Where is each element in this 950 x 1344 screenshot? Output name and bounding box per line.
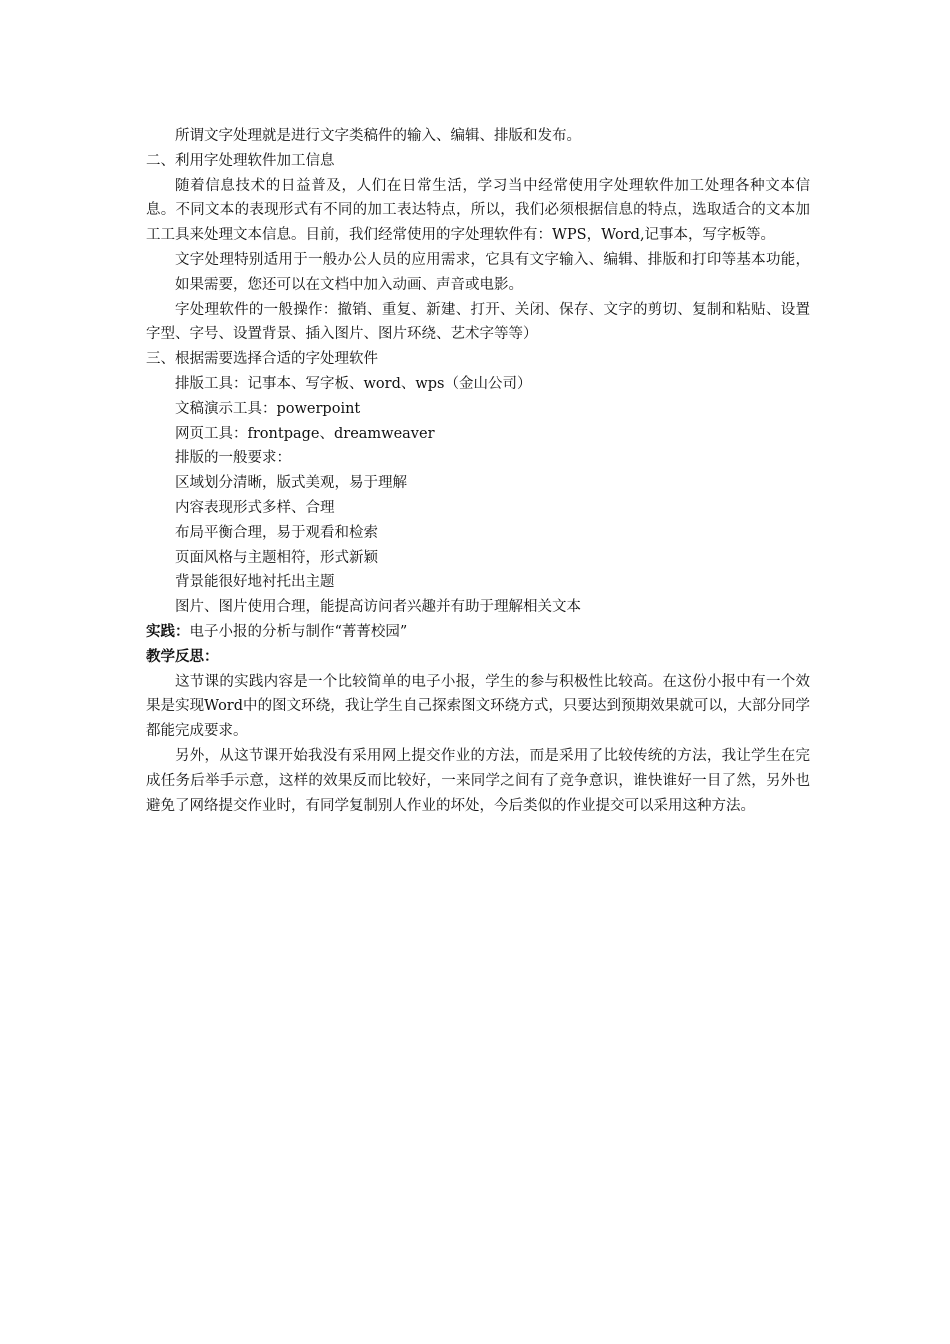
- list-item-requirement-3: 布局平衡合理，易于观看和检索: [175, 524, 378, 541]
- paragraph-info-processing: 随着信息技术的日益普及，人们在日常生活，学习当中经常使用字处理软件加工处理各种文本信息。不同文本的表现形式有不同的加工表达特点，所以，我们必须根据信息的特点，选取适合的文本加工工具来处理文本信息。目前，我们经常使用的字处理软件有：WPS，Word,记事本，写字板等。: [146, 177, 810, 244]
- list-item-requirement-1: 区域划分清晰，版式美观，易于理解: [175, 475, 407, 492]
- list-item-web-tools: 网页工具：frontpage、dreamweaver: [175, 425, 435, 442]
- list-item-requirement-5: 背景能很好地衬托出主题: [175, 574, 335, 591]
- reflection-paragraph-1: 这节课的实践内容是一个比较简单的电子小报，学生的参与积极性比较高。在这份小报中有一个效果是实现Word中的图文环绕，我让学生自己探索图文环绕方式，只要达到预期效果就可以，大部分同学都能完成要求。: [146, 673, 810, 740]
- list-item-requirement-4: 页面风格与主题相符，形式新颖: [175, 549, 378, 566]
- practice-text: 电子小报的分析与制作“菁菁校园”: [189, 623, 408, 640]
- list-item-requirement-2: 内容表现形式多样、合理: [175, 499, 335, 516]
- reflection-paragraph-2: 另外，从这节课开始我没有采用网上提交作业的方法，而是采用了比较传统的方法，我让学生在完成任务后举手示意，这样的效果反而比较好，一来同学之间有了竞争意识，谁快谁好一目了然，另外也避免了网络提交作业时，有同学复制别人作业的坏处，今后类似的作业提交可以采用这种方法。: [146, 747, 810, 814]
- list-item-layout-requirements: 排版的一般要求：: [175, 450, 291, 467]
- reflection-label: 教学反思：: [146, 648, 219, 665]
- section-heading-two: 二、利用字处理软件加工信息: [146, 152, 335, 169]
- document-page: [146, 124, 810, 818]
- list-item-layout-tools: 排版工具：记事本、写字板、word、wps（金山公司）: [175, 375, 532, 392]
- practice-label: 实践：: [146, 623, 190, 640]
- list-item-requirement-6: 图片、图片使用合理，能提高访问者兴趣并有助于理解相关文本: [175, 599, 581, 616]
- paragraph-word-processing-features: 文字处理特别适用于一般办公人员的应用需求，它具有文字输入、编辑、排版和打印等基本功能，如果需要，您还可以在文档中加入动画、声音或电影。: [175, 251, 810, 293]
- practice-line: [146, 620, 810, 645]
- list-item-presentation-tools: 文稿演示工具：powerpoint: [175, 400, 361, 417]
- paragraph-definition: 所谓文字处理就是进行文字类稿件的输入、编辑、排版和发布。: [175, 128, 581, 144]
- reflection-heading: [146, 645, 810, 670]
- section-heading-three: 三、根据需要选择合适的字处理软件: [146, 351, 378, 368]
- paragraph-general-operations: 字处理软件的一般操作：撤销、重复、新建、打开、关闭、保存、文字的剪切、复制和粘贴、设置字型、字号、设置背景、插入图片、图片环绕、艺术字等等）: [146, 301, 810, 343]
